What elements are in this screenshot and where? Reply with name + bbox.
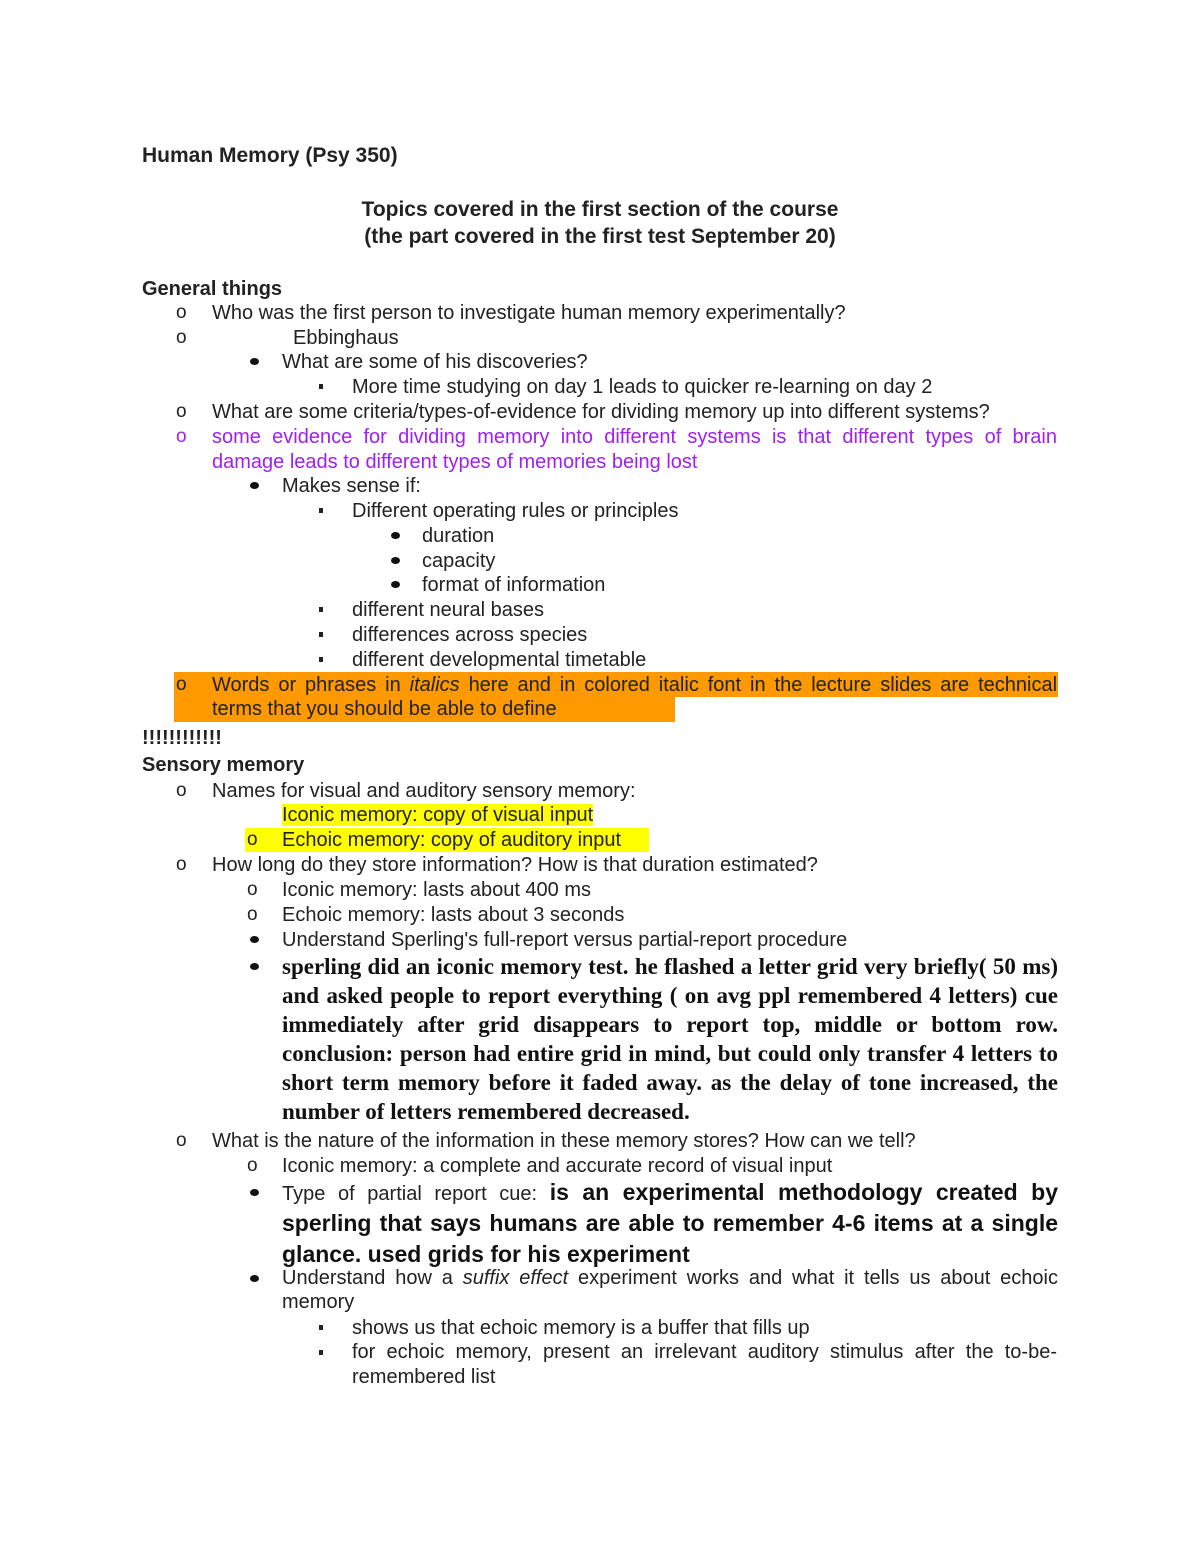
suffix-a: Understand how a xyxy=(282,1267,463,1289)
bullet-icon xyxy=(391,581,400,588)
suffix-effect-question xyxy=(282,1266,1058,1314)
item-operating-rules: Different operating rules or principles xyxy=(352,500,679,522)
square-bullet-icon xyxy=(319,607,323,612)
item-neural-bases: different neural bases xyxy=(352,599,544,621)
bullet-icon xyxy=(250,358,259,365)
exclamation-line: !!!!!!!!!!!! xyxy=(142,727,222,749)
bullet-icon xyxy=(250,1189,259,1196)
square-bullet-icon xyxy=(319,1350,323,1355)
partial-report-label: Type of partial report cue: xyxy=(282,1183,550,1205)
item-capacity: capacity xyxy=(422,550,496,572)
makes-sense-label: Makes sense if: xyxy=(282,475,421,497)
item-duration: duration xyxy=(422,525,495,547)
italics-note xyxy=(212,673,1057,721)
answer-iconic-record: Iconic memory: a complete and accurate record of visual input xyxy=(282,1155,833,1177)
list-marker: o xyxy=(176,854,187,875)
list-marker: o xyxy=(176,674,187,695)
section-heading-sensory: Sensory memory xyxy=(142,754,305,776)
suffix-effect-term: suffix effect xyxy=(462,1267,569,1289)
bullet-icon xyxy=(250,936,259,943)
answer-echoic-lasts: Echoic memory: lasts about 3 seconds xyxy=(282,904,625,926)
answer-evidence-purple: some evidence for dividing memory into different systems is that different types of brain damage leads to different types of memories being lost xyxy=(212,426,1057,473)
italics-note-c: here and in colored italic font in the lecture slides are technical terms that you should be able to define xyxy=(212,674,1058,720)
question-sperling-procedure: Understand Sperling's full-report versus partial-report procedure xyxy=(282,929,848,951)
iconic-name-highlight: Iconic memory: copy of visual input xyxy=(282,804,594,826)
list-marker: o xyxy=(176,327,187,348)
subtitle-line-2: (the part covered in the first test September 20) xyxy=(364,225,836,248)
answer-echoic-name: Echoic memory: copy of auditory input xyxy=(282,829,622,851)
square-bullet-icon xyxy=(319,657,323,662)
item-developmental: different developmental timetable xyxy=(352,649,647,671)
answer-iconic-lasts: Iconic memory: lasts about 400 ms xyxy=(282,879,592,901)
document-title: Human Memory (Psy 350) xyxy=(142,144,398,167)
answer-relearning: More time studying on day 1 leads to quicker re-learning on day 2 xyxy=(352,376,933,398)
partial-report-note xyxy=(282,1178,1058,1271)
question-criteria: What are some criteria/types-of-evidence for dividing memory up into different systems? xyxy=(212,401,990,423)
list-marker: o xyxy=(176,780,187,801)
list-marker: o xyxy=(176,401,187,422)
square-bullet-icon xyxy=(319,384,323,389)
list-marker: o xyxy=(176,426,187,447)
square-bullet-icon xyxy=(319,632,323,637)
list-marker: o xyxy=(247,1155,258,1176)
bullet-icon xyxy=(391,557,400,564)
bullet-icon xyxy=(250,482,259,489)
answer-irrelevant-stimulus: for echoic memory, present an irrelevant auditory stimulus after the to-be-remembered list xyxy=(352,1341,1057,1388)
bullet-icon xyxy=(250,963,259,970)
suffix-c: experiment works and what it tells us about echoic memory xyxy=(282,1267,1058,1313)
subtitle-line-1: Topics covered in the first section of the course xyxy=(361,198,839,221)
square-bullet-icon xyxy=(319,508,323,513)
square-bullet-icon xyxy=(319,1325,323,1330)
list-marker: o xyxy=(247,879,258,900)
answer-ebbinghaus: Ebbinghaus xyxy=(293,327,399,349)
question-discoveries: What are some of his discoveries? xyxy=(282,351,588,373)
section-heading-general: General things xyxy=(142,278,283,300)
answer-buffer: shows us that echoic memory is a buffer that fills up xyxy=(352,1317,810,1339)
question-first-investigator: Who was the first person to investigate human memory experimentally? xyxy=(212,302,846,324)
partial-report-answer: is an experimental methodology created by sperling that says humans are able to remember 4-6 items at a single glance. used grids for his experiment xyxy=(282,1179,1059,1267)
bullet-icon xyxy=(391,532,400,539)
answer-iconic-name xyxy=(282,803,593,827)
question-names: Names for visual and auditory sensory memory: xyxy=(212,780,636,802)
question-nature: What is the nature of the information in these memory stores? How can we tell? xyxy=(212,1130,916,1152)
list-marker: o xyxy=(176,302,187,323)
list-marker: o xyxy=(247,904,258,925)
list-marker: o xyxy=(176,1130,187,1151)
bullet-icon xyxy=(250,1275,259,1282)
italics-note-a: Words or phrases in xyxy=(212,674,410,696)
item-format: format of information xyxy=(422,574,606,596)
italics-note-word: italics xyxy=(409,674,460,696)
answer-sperling-note: sperling did an iconic memory test. he flashed a letter grid very briefly( 50 ms) and asked people to report everything ( on avg ppl remembered 4 letters) cue immediately after grid disappears to report top, middle or bottom row. conclusion: person had entire grid in mind, but could only transfer 4 letters to short term memory before it faded away. as the delay of tone increased, the number of letters remembered decreased. xyxy=(282,954,1058,1124)
question-how-long: How long do they store information? How is that duration estimated? xyxy=(212,854,818,876)
list-marker: o xyxy=(247,829,258,850)
item-species: differences across species xyxy=(352,624,588,646)
